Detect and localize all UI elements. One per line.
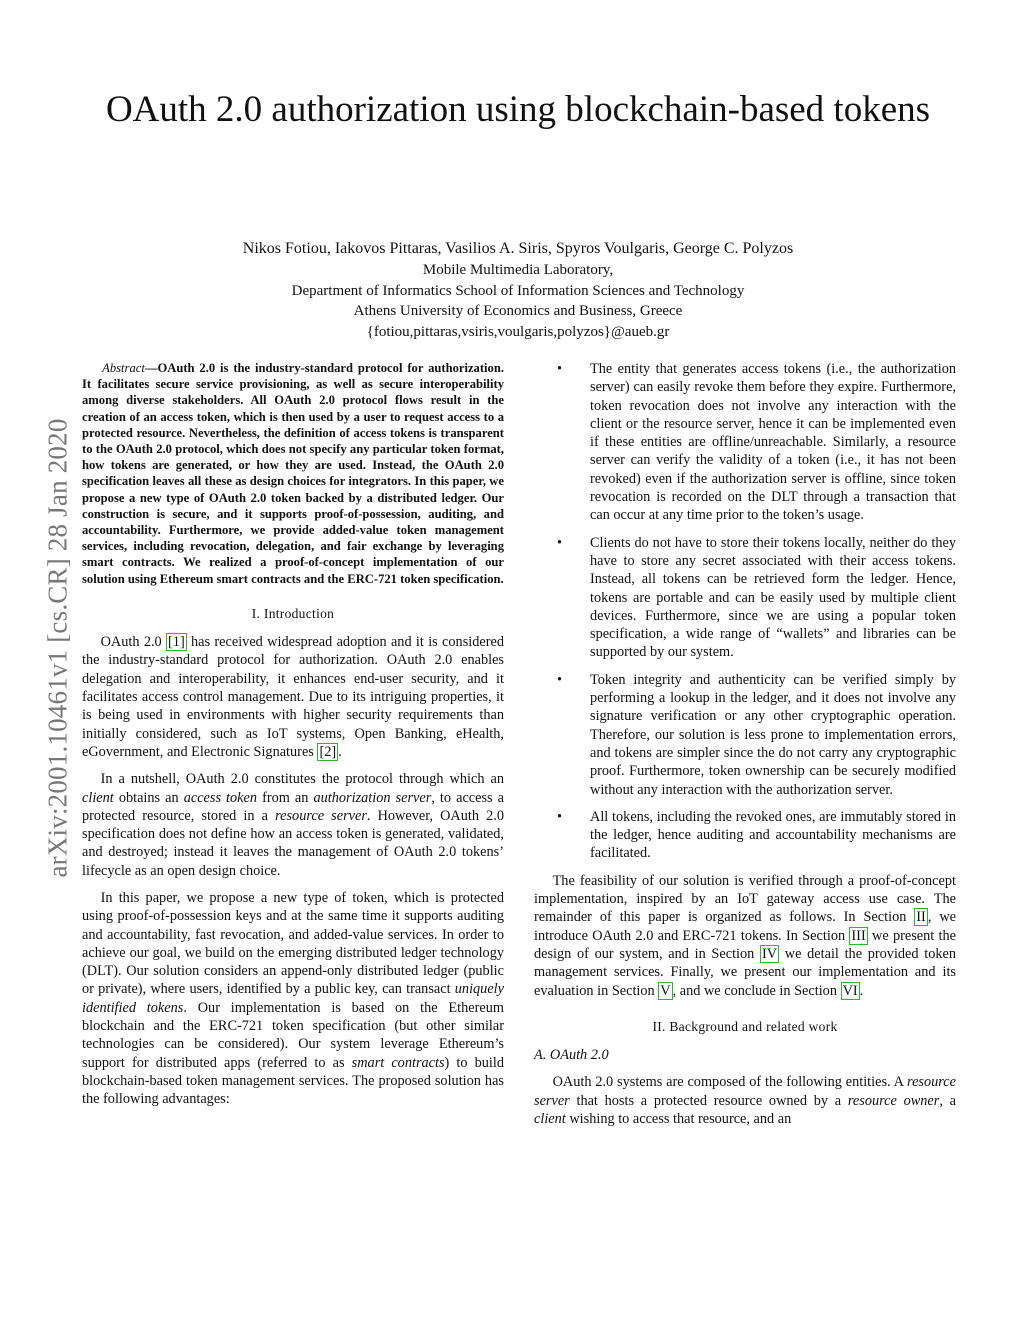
list-item: • Token integrity and authenticity can be verified simply by performing a lookup in the ledger, and it does not involve any signature verification or any other cryptographic operation. Therefore, our solution is less prone to implementation errors, and tokens are simpler since the do not carry any cryptographic proof. Furthermore, token ownership can be securely modified without any interaction with the authorization server. xyxy=(557,671,956,798)
bullet-icon: • xyxy=(557,361,563,377)
affiliation-university: Athens University of Economics and Business, Greece xyxy=(353,303,683,319)
intro-paragraph-1: OAuth 2.0 [1] has received widespread adoption and it is considered the industry-standard protocol for authorization. OAuth 2.0 enables delegation and interoperability, it enhances end-user security, and it facilitates access control management. Due to its intriguing properties, it is being used in environments with higher security requirements than initially considered, such as IoT systems, Open Banking, eHealth, eGovernment, and Electronic Signatures [2] . xyxy=(82,634,504,760)
abstract-text: OAuth 2.0 is the industry-standard protocol for authorization. It facilitates secure service provisioning, as well as secure interoperability among diverse stakeholders. All OAuth 2.0 protocol flows result in the creation of an access token, which is then used by a user to request access to a protected resource. Nevertheless, the definition of access tokens is transparent to the OAuth 2.0 protocol, which does not specify any particular token format, how tokens are generated, or how they are used. Instead, the OAuth 2.0 specification leaves all these as design choices for integrators. In this paper, we propose a new type of OAuth 2.0 token backed by a distributed ledger. Our construction is secure, and it supports proof-of-possession, auditing, and accountability. Furthermore, we provide added-value token management services, including revocation, delegation, and fair exchange by leveraging smart contracts. We realized a proof-of-concept implementation of our solution using Ethereum smart contracts and the ERC-721 token specification. xyxy=(82,361,504,586)
abstract xyxy=(82,360,504,587)
list-item: • Clients do not have to store their tokens locally, neither do they have to store any secret associated with their access tokens. Instead, all tokens can be retrieved form the ledger. Hence, tokens are portable and can be easily used by multiple client devices. Furthermore, since we are using a popular token specification, a wide range of “wallets” and libraries can be supported by our system. xyxy=(557,534,956,661)
author-list: Nikos Fotiou, Iakovos Pittaras, Vasilios A. Siris, Spyros Voulgaris, George C. Polyzos xyxy=(242,240,794,257)
background-paragraph-1: OAuth 2.0 systems are composed of the following entities. A resource server that hosts a protected resource owned by a resource owner, a client wishing to access that resource, and an xyxy=(534,1074,956,1127)
abstract-dash: — xyxy=(144,361,158,375)
bullet-icon: • xyxy=(557,671,563,688)
abstract-label: Abstract xyxy=(102,361,145,375)
intro-paragraph-3: In this paper, we propose a new type of token, which is protected using proof-of-possession keys and at the same time it supports auditing and accountability, fast revocation, and added-value services. In order to achieve our goal, we build on the emerging distributed ledger technology (DLT). Our solution considers an append-only distributed ledger (public or private), where users, identified by a public key, can transact uniquely identified tokens. Our implementation is based on the Ethereum blockchain and the ERC-721 token specification (but other similar technologies can be considered). Our system leverage Ethereum’s support for distributed apps (referred to as smart contracts) to build blockchain-based token management services. The proposed solution has the following advantages: xyxy=(82,890,505,1108)
section-heading-background: II. Background and related work xyxy=(652,1018,838,1034)
citation-link-2[interactable]: [2] xyxy=(319,743,337,760)
author-emails: {fotiou,pittaras,vsiris,voulgaris,polyzos}@aueb.gr xyxy=(366,323,670,340)
intro-paragraph-4: The feasibility of our solution is verified through a proof-of-concept implementation, inspired by an IoT gateway access use case. The remainder of this paper is organized as follows. In Section II , we introduce OAuth 2.0 and ERC-721 tokens. In Section III we present the design of our system, and in Section IV we detail the provided token management services. Finally, we present our implementation and its evaluation in Section V , and we conclude in Section VI . xyxy=(534,872,957,999)
section-link-vi[interactable]: VI xyxy=(842,982,858,999)
intro-paragraph-2: In a nutshell, OAuth 2.0 constitutes the protocol through which an client obtains an access token from an authorization server, to access a protected resource, stored in a resource server. However, OAuth 2.0 specification does not define how an access token is generated, validated, and destroyed; instead it leaves the management of OAuth 2.0 tokens’ lifecycle as an open design choice. xyxy=(82,771,505,879)
bullet-icon: • xyxy=(557,534,563,551)
section-link-iv[interactable]: IV xyxy=(762,945,778,962)
paper-title: OAuth 2.0 authorization using blockchain-based tokens xyxy=(105,89,931,130)
list-item: • The entity that generates access tokens (i.e., the authorization server) can easily revoke them before they expire. Furthermore, token revocation does not involve any interaction with the client or the resource server, hence it can be implemented even if these entities are offline/unreachable. Similarly, a resource server can verify the validity of a token (i.e., it has not been revoked) even if the authorization server is offline, since token revocation is recorded on the DLT through a transaction that can occur at any time prior to the token’s usage. xyxy=(557,361,956,524)
section-link-v[interactable]: V xyxy=(660,982,671,999)
arxiv-identifier: arXiv:2001.10461v1 [cs.CR] 28 Jan 2020 xyxy=(42,418,73,878)
citation-link-1[interactable]: [1] xyxy=(168,634,185,651)
affiliation-department: Department of Informatics School of Information Sciences and Technology xyxy=(291,282,745,299)
list-item: • All tokens, including the revoked ones, are immutably stored in the ledger, hence auditing and accountability mechanisms are facilitated. xyxy=(557,808,956,862)
bullet-icon: • xyxy=(557,808,563,825)
right-column xyxy=(534,360,956,1128)
advantages-list xyxy=(534,360,956,863)
affiliation-lab: Mobile Multimedia Laboratory, xyxy=(422,262,614,278)
author-block xyxy=(150,238,886,342)
subsection-heading-oauth: A. OAuth 2.0 xyxy=(534,1047,609,1064)
left-column xyxy=(82,360,504,1109)
section-link-ii[interactable]: II xyxy=(916,909,926,926)
section-link-iii[interactable]: III xyxy=(851,927,866,944)
section-heading-introduction: I. Introduction xyxy=(251,605,335,621)
